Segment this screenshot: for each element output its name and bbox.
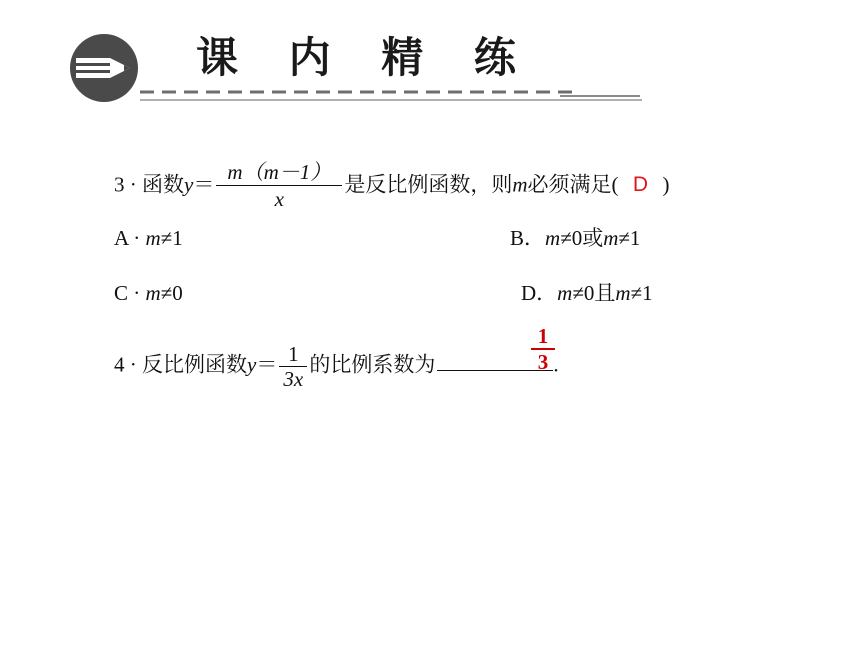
pencil-banner-icon [68,32,148,104]
q3-numerator: m（m－1） [227,160,332,184]
option-d-var2: m [615,281,631,305]
option-c-label: C · [114,281,146,305]
option-d-text1: ≠0且 [572,281,616,305]
option-b-text2: ≠1 [618,226,641,250]
q3-suffix-pre: 是反比例函数，则 [344,172,513,197]
option-b-var: m [545,226,561,250]
option-b-label: B． [510,226,546,250]
q4-var-y: y [247,352,257,377]
option-d-var: m [557,281,573,305]
question-3 [114,160,670,213]
q3-answer: D [632,173,649,197]
q4-answer-numerator: 1 [537,324,549,348]
section-title: 课 内 精 练 [196,33,534,82]
q4-fraction [279,342,307,391]
q3-close-paren: ) [662,172,670,197]
q4-answer-fraction [531,324,555,374]
q3-var-m: m [512,172,528,197]
option-a-var: m [145,226,161,250]
option-d [521,279,653,307]
q4-prefix: 4 · 反比例函数 [114,352,247,377]
q3-denominator: x [274,187,284,211]
question-4 [114,342,559,391]
option-b-var2: m [603,226,619,250]
q3-fraction [216,159,342,212]
q4-answer-denominator: 3 [537,350,549,374]
option-a-label: A · [114,226,146,250]
option-d-text2: ≠1 [630,281,653,305]
option-a [114,224,183,252]
option-b-text1: ≠0或 [560,226,604,250]
q4-suffix: 的比例系数为 [309,352,436,377]
q3-prefix: 3 · 函数 [114,172,184,197]
q4-denominator: 3x [283,367,304,391]
option-c [114,279,183,307]
q3-equals: ＝ [193,172,215,197]
q3-suffix-post: 必须满足( [527,172,619,197]
q4-numerator: 1 [288,342,299,366]
q4-period: . [553,352,559,377]
option-a-text: ≠1 [160,226,183,250]
option-c-text: ≠0 [160,281,183,305]
option-d-label: D． [521,281,558,305]
q4-equals: ＝ [256,352,278,377]
option-b [510,224,640,252]
option-c-var: m [145,281,161,305]
q3-var-y: y [184,172,194,197]
